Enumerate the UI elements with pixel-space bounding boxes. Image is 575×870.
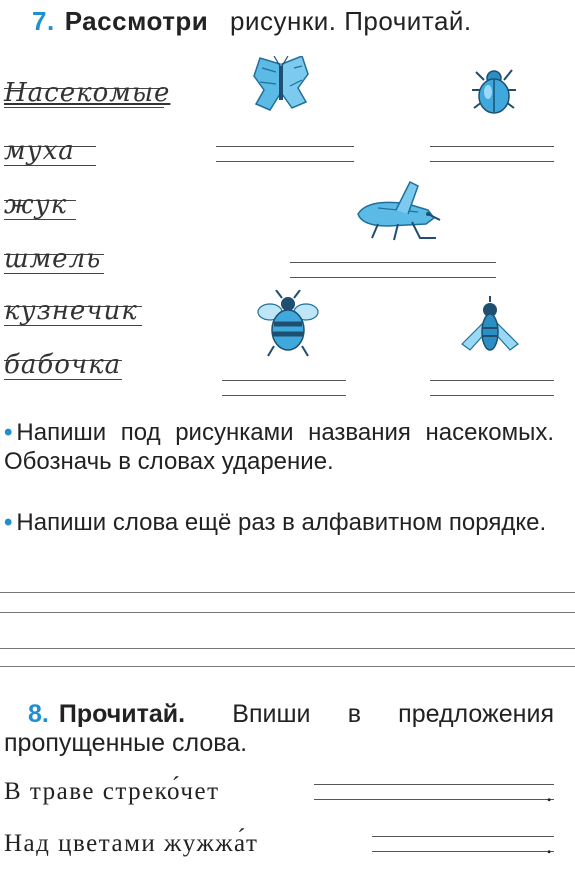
answer-line-beetle[interactable]	[430, 146, 554, 162]
instruction-1	[4, 418, 554, 476]
writing-line-4[interactable]	[0, 666, 575, 667]
cursive-word-fly: муха	[4, 136, 75, 166]
instruction-2-text: Напиши слова ещё раз в алфавитном порядке.	[16, 509, 547, 536]
answer-line-butterfly[interactable]	[216, 146, 354, 162]
bullet-2: •	[4, 509, 13, 536]
answer-line-bumblebee[interactable]	[222, 380, 346, 396]
writing-line-1[interactable]	[0, 592, 575, 593]
task-8-number: 8.	[28, 700, 49, 728]
sentence-1: В траве стреко́чет	[4, 778, 220, 805]
task-8-rest: Впиши в предложения пропущенные слова.	[4, 700, 554, 757]
sentence-1-answer-line[interactable]	[314, 784, 554, 800]
bullet-1: •	[4, 419, 13, 446]
task-7-rest: рисунки. Прочитай.	[230, 6, 472, 36]
fly-icon	[458, 296, 522, 360]
writing-line-2[interactable]	[0, 612, 575, 613]
task-7-heading	[32, 6, 472, 37]
butterfly-icon	[250, 56, 312, 114]
bumblebee-icon	[256, 290, 320, 360]
task-7-number: 7.	[32, 6, 55, 36]
sentence-2-end-dot: .	[546, 832, 554, 859]
writing-line-3[interactable]	[0, 648, 575, 649]
task-7-bold-word: Рассмотри	[64, 6, 209, 36]
beetle-icon	[466, 62, 522, 118]
answer-line-fly[interactable]	[430, 380, 554, 396]
task-8-heading	[4, 700, 554, 758]
cursive-word-bumblebee: шмель	[4, 244, 102, 274]
sentence-2: Над цветами жужжа́т	[4, 830, 259, 857]
cursive-word-beetle: жук	[4, 190, 68, 220]
answer-line-grasshopper[interactable]	[290, 262, 496, 278]
task-8-bold-word: Прочитай.	[58, 700, 186, 728]
instruction-1-text: Напиши под рисунками названия насекомых. Обозначь в словах ударение.	[4, 419, 554, 475]
cursive-word-grasshopper: кузнечик	[4, 296, 138, 326]
sentence-1-end-dot: .	[546, 780, 554, 807]
instruction-2	[4, 508, 554, 537]
sentence-2-answer-line[interactable]	[372, 836, 554, 852]
cursive-word-list	[4, 80, 174, 400]
grasshopper-icon	[348, 178, 444, 244]
cursive-word-insects: Насекомые	[4, 78, 171, 108]
cursive-word-butterfly: бабочка	[4, 350, 122, 380]
